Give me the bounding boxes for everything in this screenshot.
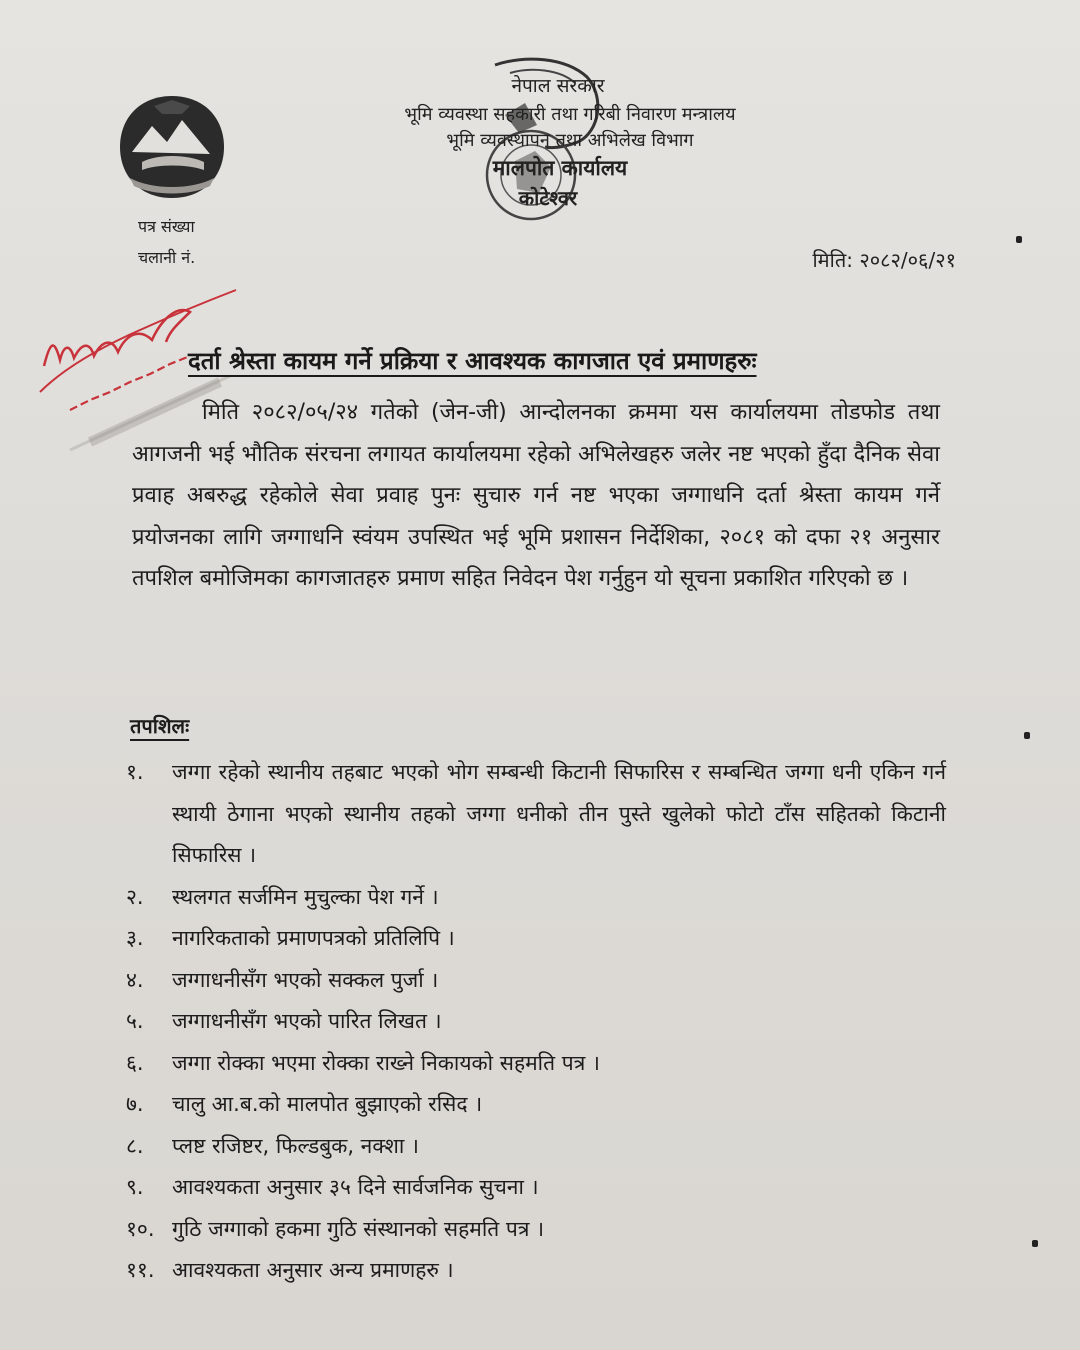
list-item	[126, 1084, 946, 1126]
notice-subject: दर्ता श्रेस्ता कायम गर्ने प्रक्रिया र आवश्यक कागजात एवं प्रमाणहरुः	[188, 347, 757, 375]
item-text: चालु आ.ब.को मालपोत बुझाएको रसिद ।	[172, 1092, 483, 1116]
ink-speck	[1032, 1240, 1038, 1247]
list-item	[126, 960, 946, 1002]
list-item	[126, 1209, 946, 1251]
list-item	[126, 877, 946, 919]
item-number: १.	[126, 760, 144, 784]
item-text: आवश्यकता अनुसार ३५ दिने सार्वजनिक सुचना ।	[172, 1175, 539, 1199]
schedule-heading: तपशिलः	[130, 714, 190, 738]
item-number: ६.	[126, 1050, 144, 1075]
list-item	[126, 752, 946, 877]
item-text: नागरिकताको प्रमाणपत्रको प्रतिलिपि ।	[172, 926, 455, 950]
item-text: जग्गा रहेको स्थानीय तहबाट भएको भोग सम्बन्धी किटानी सिफारिस र सम्बन्धित जग्गा धनी एकिन गर्न स्थायी ठेगाना भएको स्थानीय तहको जग्गा धनीको तीन पुस्ते खुलेको फोटो टाँस सहितको किटानी सिफारिस ।	[172, 760, 946, 867]
item-text: जग्गा रोक्का भएमा रोक्का राख्ने निकायको सहमति पत्र ।	[172, 1050, 600, 1075]
notice-body-text: मिति २०८२/०५/२४ गतेको (जेन-जी) आन्दोलनका क्रममा यस कार्यालयमा तोडफोड तथा आगजनी भई भौतिक संरचना लगायत कार्यालयमा रहेको अभिलेखहरु जलेर नष्ट भएको हुँदा दैनिक सेवा प्रवाह अबरुद्ध रहेकोले सेवा प्रवाह पुनः सुचारु गर्न नष्ट भएका जग्गाधनि दर्ता श्रेस्ता कायम गर्ने प्रयोजनका लागि जग्गाधनि स्वंयम उपस्थित भई भूमि प्रशासन निर्देशिका, २०८१ को दफा २१ अनुसार तपशिल बमोजिमका कागजातहरु प्रमाण सहित निवेदन पेश गर्नुहुन यो सूचना प्रकाशित गरिएको छ ।	[132, 400, 940, 591]
item-number: ५.	[126, 1009, 144, 1033]
list-item	[126, 1001, 946, 1043]
item-number: ९.	[126, 1175, 144, 1199]
letterhead-ministry: भूमि व्यवस्था सहकारी तथा गरिबी निवारण मन्त्रालय	[404, 104, 736, 125]
item-number: ४.	[126, 967, 144, 992]
notice-body	[132, 392, 940, 600]
letterhead-government: नेपाल सरकार	[511, 75, 605, 97]
item-text: आवश्यकता अनुसार अन्य प्रमाणहरु ।	[172, 1258, 454, 1282]
letterhead-office: मालपोत कार्यालय	[492, 156, 628, 180]
item-number: २.	[126, 884, 144, 909]
item-number: ३.	[126, 926, 144, 950]
ink-speck	[1024, 732, 1030, 739]
list-item	[126, 1167, 946, 1209]
list-item	[126, 918, 946, 960]
item-text: जग्गाधनीसँग भएको पारित लिखत ।	[172, 1009, 442, 1033]
item-number: ७.	[126, 1092, 144, 1116]
item-number: ११.	[126, 1258, 155, 1282]
item-number: १०.	[126, 1216, 155, 1241]
list-item	[126, 1043, 946, 1085]
item-text: प्लष्ट रजिष्टर, फिल्डबुक, नक्शा ।	[172, 1133, 419, 1158]
dispatch-number-label: चलानी नं.	[138, 248, 196, 267]
item-text: स्थलगत सर्जमिन मुचुल्का पेश गर्ने ।	[172, 884, 439, 909]
letterhead-department: भूमि व्यवस्थापन तथा अभिलेख विभाग	[446, 130, 694, 151]
item-text: गुठि जग्गाको हकमा गुठि संस्थानको सहमति पत्र ।	[172, 1216, 545, 1241]
item-text: जग्गाधनीसँग भएको सक्कल पुर्जा ।	[172, 967, 439, 992]
letterhead-location: कोटेश्वर	[518, 186, 578, 210]
list-item	[126, 1250, 946, 1292]
letter-number-label: पत्र संख्या	[138, 217, 195, 236]
letter-date: मिति: २०८२/०६/२१	[812, 248, 956, 272]
item-number: ८.	[126, 1133, 144, 1158]
ink-speck	[1016, 236, 1022, 243]
list-item	[126, 1126, 946, 1168]
required-documents-list	[126, 752, 946, 1292]
